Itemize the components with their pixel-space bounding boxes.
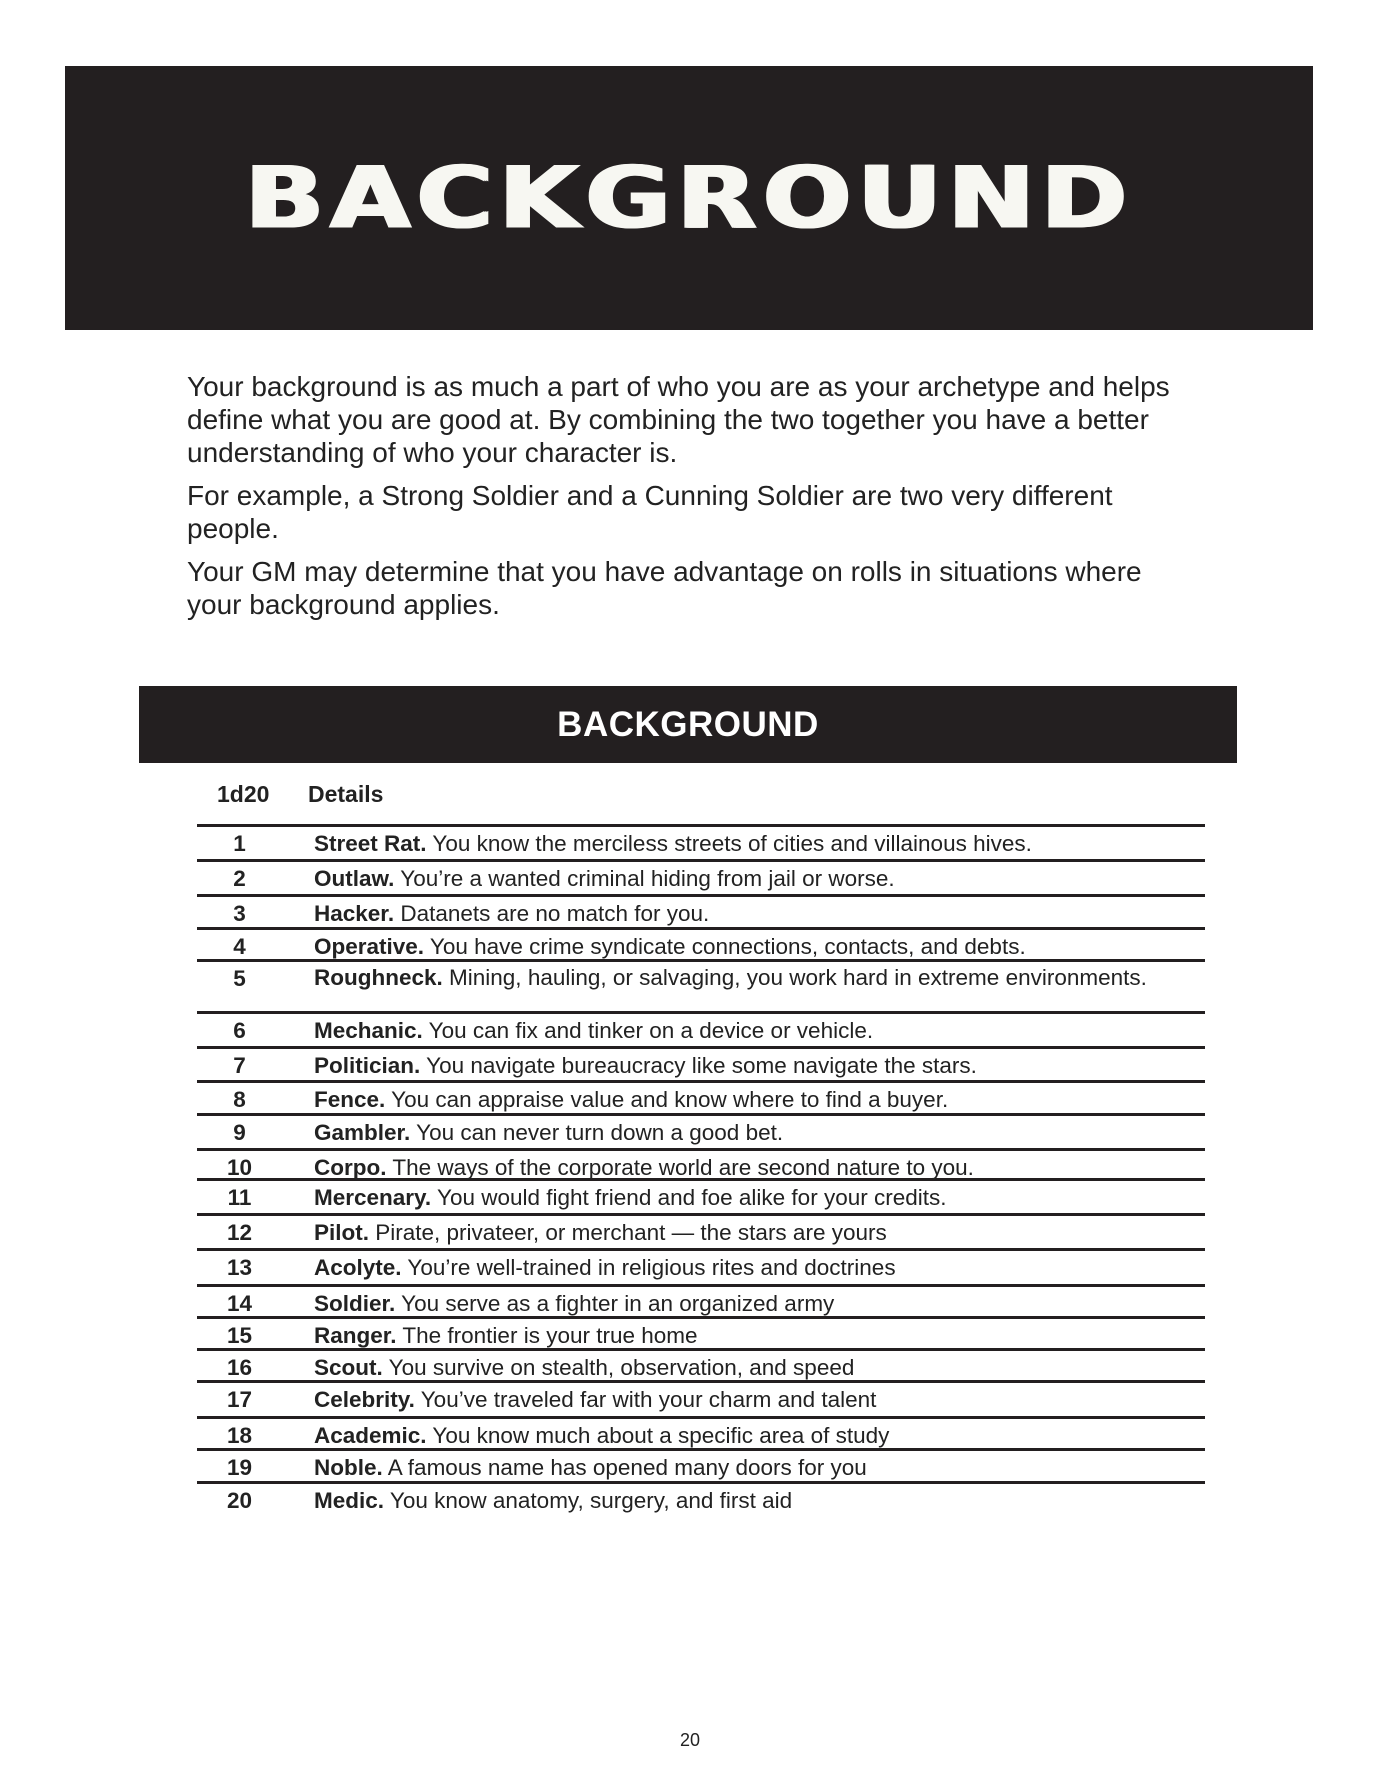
background-details [282, 1154, 1205, 1181]
table-row [197, 1451, 1205, 1484]
roll-number: 3 [233, 901, 246, 926]
background-details [282, 933, 1205, 960]
background-description: A famous name has opened many doors for you [387, 1455, 867, 1480]
table-row [197, 1484, 1205, 1518]
background-description: Mining, hauling, or salvaging, you work hard in extreme environments. [449, 965, 1147, 990]
background-details [282, 1322, 1205, 1349]
intro-paragraph: Your background is as much a part of who you are as your archetype and helps define what you are good at. By combining the two together you have a better understanding of who your character is. [187, 371, 1170, 468]
background-description: You can never turn down a good bet. [416, 1120, 784, 1145]
roll-number: 2 [233, 866, 246, 891]
background-description: You know much about a specific area of study [432, 1423, 890, 1448]
background-description: You know anatomy, surgery, and first aid [389, 1488, 793, 1513]
roll-number: 14 [226, 1291, 253, 1316]
roll-number: 16 [226, 1355, 253, 1380]
background-name: Fence. [314, 1087, 386, 1112]
roll-number: 7 [233, 1053, 246, 1078]
background-description: You have crime syndicate connections, contacts, and debts. [429, 934, 1026, 959]
table-row [197, 1181, 1205, 1216]
background-name: Noble. [314, 1455, 383, 1480]
roll-number: 6 [233, 1018, 246, 1043]
background-details [282, 1254, 1205, 1281]
background-details [282, 1017, 1205, 1044]
intro-paragraph: Your GM may determine that you have advantage on rolls in situations where your background applies. [187, 556, 1142, 620]
table-row [197, 1116, 1205, 1151]
background-description: You know the merciless streets of cities and villainous hives. [432, 831, 1032, 856]
table-row [197, 1383, 1205, 1419]
table-row [197, 1287, 1205, 1319]
table-title-banner [139, 686, 1237, 763]
roll-number: 9 [233, 1120, 246, 1145]
background-description: You’re a wanted criminal hiding from jail or worse. [400, 866, 895, 891]
roll-number: 20 [226, 1488, 253, 1513]
roll-number: 12 [226, 1220, 253, 1245]
background-details [282, 1219, 1205, 1246]
background-name: Celebrity. [314, 1387, 415, 1412]
roll-number: 17 [226, 1387, 253, 1412]
table-row [197, 1216, 1205, 1251]
background-details [282, 1086, 1205, 1113]
table-row [197, 1251, 1205, 1287]
background-name: Soldier. [314, 1291, 396, 1316]
roll-number: 4 [233, 934, 246, 959]
background-details [282, 1354, 1205, 1381]
background-name: Corpo. [314, 1155, 387, 1180]
roll-number: 19 [226, 1455, 253, 1480]
table-row [197, 930, 1205, 962]
background-description: You would fight friend and foe alike for your credits. [437, 1185, 947, 1210]
background-name: Politician. [314, 1053, 421, 1078]
roll-number: 10 [226, 1155, 253, 1180]
background-details [282, 1487, 1205, 1514]
roll-number: 8 [233, 1087, 246, 1112]
background-details [282, 1184, 1205, 1211]
background-name: Scout. [314, 1355, 383, 1380]
background-description: Datanets are no match for you. [400, 901, 710, 926]
intro-paragraph: For example, a Strong Soldier and a Cunning Soldier are two very different people. [187, 480, 1113, 544]
roll-number: 18 [226, 1423, 253, 1448]
table-row [197, 1419, 1205, 1451]
table-row [197, 862, 1205, 897]
roll-number: 1 [233, 831, 246, 856]
roll-number: 5 [233, 966, 246, 991]
roll-number: 13 [226, 1255, 253, 1280]
page-number: 20 [679, 1730, 701, 1750]
table-row [197, 827, 1205, 862]
background-details [282, 1052, 1205, 1079]
background-details [282, 965, 1205, 991]
table-row [197, 962, 1205, 1014]
table-row [197, 897, 1205, 930]
background-description: You can appraise value and know where to find a buyer. [391, 1087, 949, 1112]
background-name: Street Rat. [314, 831, 427, 856]
background-name: Hacker. [314, 901, 395, 926]
background-details [282, 865, 1205, 892]
table-row [197, 1083, 1205, 1116]
background-description: You serve as a fighter in an organized army [401, 1291, 835, 1316]
table-header [197, 779, 1205, 821]
background-description: You can fix and tinker on a device or vehicle. [428, 1018, 874, 1043]
background-name: Gambler. [314, 1120, 411, 1145]
background-details [282, 1386, 1205, 1413]
column-header-details: Details [308, 781, 384, 807]
background-details [282, 830, 1205, 857]
background-details [282, 1422, 1205, 1449]
table-row [197, 1151, 1205, 1181]
background-description: You navigate bureaucracy like some navigate the stars. [426, 1053, 977, 1078]
background-description: The ways of the corporate world are second nature to you. [392, 1155, 974, 1180]
background-name: Ranger. [314, 1323, 397, 1348]
column-header-roll: 1d20 [217, 781, 270, 807]
background-details [282, 900, 1205, 927]
table-row [197, 1351, 1205, 1383]
table-row [197, 1014, 1205, 1049]
title-banner [65, 66, 1313, 330]
roll-number: 11 [227, 1185, 252, 1210]
background-name: Mechanic. [314, 1018, 423, 1043]
background-name: Academic. [314, 1423, 427, 1448]
intro-text [187, 370, 1187, 631]
background-description: You’re well-trained in religious rites and doctrines [407, 1255, 896, 1280]
background-description: You’ve traveled far with your charm and talent [420, 1387, 877, 1412]
table-row [197, 1049, 1205, 1083]
background-description: Pirate, privateer, or merchant — the stars are yours [375, 1220, 887, 1245]
background-name: Medic. [314, 1488, 385, 1513]
background-description: You survive on stealth, observation, and speed [388, 1355, 855, 1380]
background-name: Pilot. [314, 1220, 369, 1245]
background-name: Roughneck. [314, 965, 443, 990]
background-name: Outlaw. [314, 866, 395, 891]
table-title: BACKGROUND [557, 704, 819, 744]
roll-number: 15 [226, 1323, 253, 1348]
background-name: Operative. [314, 934, 425, 959]
background-name: Acolyte. [314, 1255, 402, 1280]
background-details [282, 1290, 1205, 1317]
table-row [197, 1319, 1205, 1351]
background-table [197, 824, 1205, 1518]
page-title: BACKGROUND [244, 147, 1134, 249]
background-name: Mercenary. [314, 1185, 432, 1210]
background-details [282, 1454, 1205, 1481]
background-description: The frontier is your true home [402, 1323, 698, 1348]
background-details [282, 1119, 1205, 1146]
